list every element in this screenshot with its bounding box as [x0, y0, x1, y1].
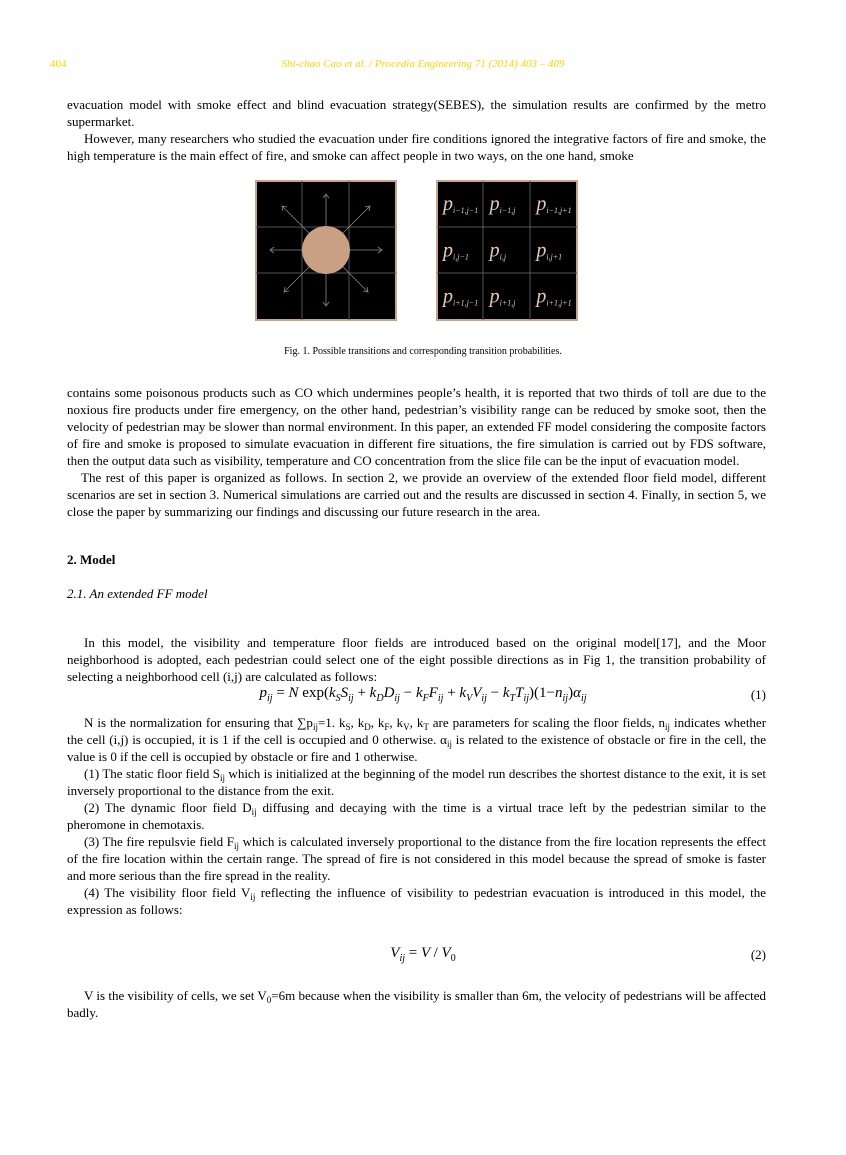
transition-probability-label: pi+1,j−1 [443, 285, 479, 308]
intro-text-top [67, 96, 766, 164]
section-heading: 2. Model [67, 552, 116, 567]
paragraph: In this model, the visibility and temperature floor fields are introduced based on the original model[17], and the Moor neighborhood is adopted, each pedestrian could select one of the eight possible directions as in Fig 1, the transition probability of selecting a neighborhood cell (i,j) are calculated as follows: [67, 635, 766, 684]
definitions [67, 714, 766, 918]
running-header [0, 58, 846, 74]
equation-1 [0, 685, 846, 707]
figure-caption: Fig. 1. Possible transitions and corresponding transition probabilities. [284, 346, 562, 357]
list-item: (4) The visibility floor field $V_{ij}$ reflecting the influence of visibility to pedestrian evacuation is introduced in this model, the expression as follows: [67, 885, 766, 917]
transition-probability-label: pi,j+1 [536, 239, 563, 262]
equation-number: (2) [750, 947, 766, 962]
subsection-heading: 2.1. An extended FF model [67, 586, 208, 601]
equation-2-body: $V_{ij} = V / V_0$ [390, 945, 456, 964]
transition-probability-label: pi+1,j [489, 285, 516, 308]
transition-probability-label: pi−1,j+1 [536, 193, 572, 215]
transition-probability-label: pi−1,j [489, 193, 516, 215]
intro-text-mid [67, 384, 766, 520]
paragraph: However, many researchers who studied the evacuation under fire conditions ignored the integrative factors of fire and smoke, the high temperature is the main effect of fire, and smoke can affect people in two ways, on the one hand, smoke [67, 131, 766, 163]
transition-probability-label: pi,j−1 [443, 239, 469, 262]
figure-probability-grid [436, 180, 578, 321]
list-item: (3) The fire repulsvie field $F_{ij}$ which is calculated inversely proportional to the distance from the fire location represents the effect of the fire location within the certain range. The spread of fire is not considered in this model because the spread of smoke is faster and more serious than the fire spread in the reality. [67, 834, 766, 883]
list-item: (2) The dynamic floor field $D_{ij}$ diffusing and decaying with the time is a virtual trace left by the pedestrian similar to the pheromone in chemotaxis. [67, 800, 766, 832]
paragraph: contains some poisonous products such as CO which undermines people’s health, it is reported that two thirds of toll are due to the noxious fire products under fire emergency, on the other hand, pedestrian’s visibility range can be reduced by smoke soot, then the velocity of pedestrian may be slower than normal environment. In this paper, an extended FF model considering the composite factors of fire and smoke is proposed to simulate evacuation in different fire situations, the fire simulation is carried out by FDS software, then the output data such as visibility, temperature and CO concentration from the slice file can be the input of evacuation model. [67, 385, 766, 468]
transition-probability-label: pi+1,j+1 [536, 285, 572, 308]
paragraph: V is the visibility of cells, we set $V_0=6m$ because when the visibility is smaller than 6m, the velocity of pedestrians will be affected badly. [67, 988, 766, 1020]
equation-1-body: $p_{ij} = N$ $\exp(k_SS_{ij} + k_DD_{ij} - k_FF_{ij} + k_VV_{ij} - k_TT_{ij})(1-n_{ij})\alpha_{ij}$ [259, 685, 587, 704]
transition-probability-label: pi,j [489, 239, 507, 262]
figure-directions-panel [255, 180, 397, 321]
list-item: (1) The static floor field $S_{ij}$ which is initialized at the beginning of the model run describes the shortest distance to the exit, it is set inversely proportional to the distance from the exit. [67, 766, 766, 798]
transition-probability-label: pi−1,j−1 [443, 193, 479, 215]
final-paragraph [67, 987, 766, 1021]
equation-2 [0, 945, 846, 967]
model-intro [67, 634, 766, 685]
paragraph-normalization: N is the normalization for ensuring that $\sum p_{ij}=1$. $k_S$, $k_D$, $k_F$, $k_V$, $k_T$ are parameters for scaling the floor fields, $n_{ij}$ indicates whether the cell (i,j) is occupied, it is 1 if the cell is occupied and 0 otherwise. $\alpha_{ij}$ is related to the existence of obstacle or fire in the cell, the value is 0 if the cell is occupied by obstacle or fire and 1 otherwise. [67, 715, 767, 764]
paragraph: evacuation model with smoke effect and blind evacuation strategy(SEBES), the simulation results are confirmed by the metro supermarket. [67, 97, 766, 129]
equation-number: (1) [750, 687, 766, 702]
paragraph: The rest of this paper is organized as follows. In section 2, we provide an overview of the extended floor field model, different scenarios are set in section 3. Numerical simulations are carried out and the results are discussed in section 4. Finally, in section 5, we close the paper by summarizing our findings and discussing our future research in the area. [67, 470, 766, 519]
page-number: 404 [50, 58, 67, 70]
pedestrian-circle [302, 226, 350, 274]
journal-citation: Shi-chao Cao et al. / Procedia Engineering 71 (2014) 403 – 409 [281, 58, 565, 70]
